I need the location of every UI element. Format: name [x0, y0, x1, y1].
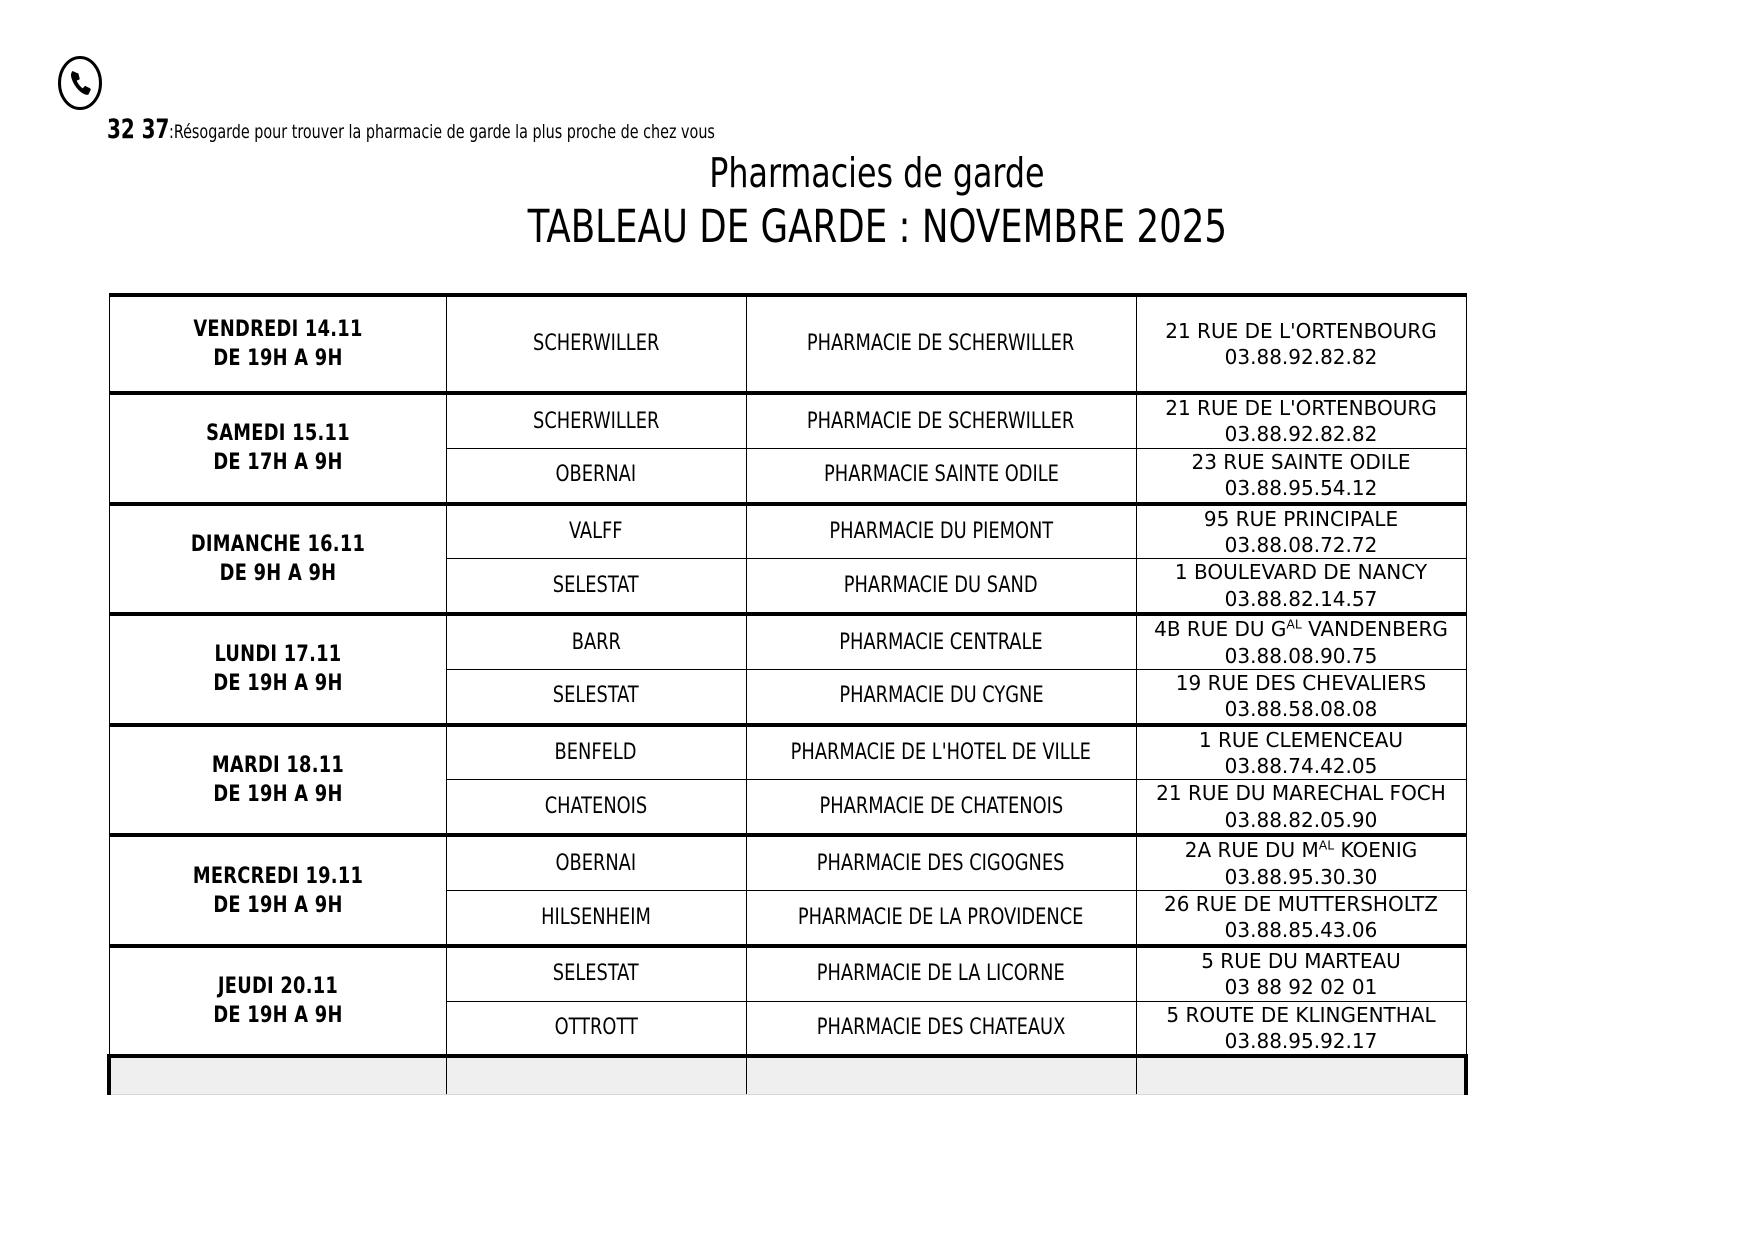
hotline-number: 32 37 [107, 114, 170, 145]
pharmacy-name-cell: PHARMACIE CENTRALE [746, 614, 1136, 669]
address-phone: 03.88.95.54.12 [1224, 476, 1378, 501]
pharmacy-name-cell: PHARMACIE DE LA LICORNE [746, 946, 1136, 1001]
pharmacy-name-cell: PHARMACIE DU PIEMONT [746, 504, 1136, 559]
day-hours: DE 19H A 9H [212, 781, 343, 807]
town-cell: SCHERWILLER [446, 295, 746, 393]
address-street: 23 RUE SAINTE ODILE [1191, 449, 1411, 474]
address-phone: 03 88 92 02 01 [1224, 975, 1378, 1000]
day-hours: DE 19H A 9H [212, 892, 343, 918]
address-phone: 03.88.95.30.30 [1224, 864, 1378, 889]
day-cell [109, 295, 446, 393]
day-date: SAMEDI 15.11 [205, 421, 350, 447]
day-date: DIMANCHE 16.11 [190, 531, 365, 557]
day-cell [109, 614, 446, 725]
table-row [109, 295, 1466, 393]
day-cell [109, 504, 446, 615]
pharmacy-name-cell: PHARMACIE DE SCHERWILLER [746, 295, 1136, 393]
pharmacy-name-cell: PHARMACIE DE LA PROVIDENCE [746, 891, 1136, 946]
address-street: 1 RUE CLEMENCEAU [1198, 727, 1404, 752]
table-row [109, 835, 1466, 890]
pharmacy-name-cell: PHARMACIE DE L'HOTEL DE VILLE [746, 725, 1136, 780]
town-cell: VALFF [446, 504, 746, 559]
title-subtitle: Pharmacies de garde [709, 149, 1045, 197]
day-group [109, 725, 1466, 836]
day-cell [109, 393, 446, 504]
address-street: 95 RUE PRINCIPALE [1203, 506, 1399, 531]
address-phone: 03.88.74.42.05 [1224, 754, 1378, 779]
address-phone: 03.88.08.90.75 [1224, 643, 1378, 668]
pharmacy-name-cell: PHARMACIE DES CHATEAUX [746, 1001, 1136, 1056]
town-cell: SELESTAT [446, 669, 746, 724]
day-hours: DE 17H A 9H [212, 450, 343, 476]
day-hours: DE 19H A 9H [212, 346, 343, 371]
address-phone: 03.88.92.82.82 [1224, 422, 1378, 447]
address-street: 4B RUE DU $G^{AL}$ VANDENBERG [1154, 616, 1448, 642]
day-group [109, 393, 1466, 504]
address-cell [1136, 725, 1466, 780]
day-group [109, 504, 1466, 615]
address-street: 26 RUE DE MUTTERSHOLTZ [1163, 892, 1439, 917]
table-row [109, 725, 1466, 780]
address-street: 1 BOULEVARD DE NANCY [1174, 560, 1428, 585]
town-cell: OTTROTT [446, 1001, 746, 1056]
address-phone: 03.88.95.92.17 [1224, 1028, 1378, 1053]
address-street: 19 RUE DES CHEVALIERS [1175, 670, 1427, 695]
address-cell [1136, 295, 1466, 393]
address-cell [1136, 559, 1466, 614]
town-cell: CHATENOIS [446, 780, 746, 835]
town-cell: BARR [446, 614, 746, 669]
day-date: MERCREDI 19.11 [192, 863, 363, 889]
address-street: 21 RUE DE L'ORTENBOURG [1165, 396, 1437, 420]
pharmacy-name-cell: PHARMACIE DES CIGOGNES [746, 835, 1136, 890]
day-hours: DE 19H A 9H [212, 671, 343, 697]
address-cell [1136, 448, 1466, 503]
pharmacy-name-cell: PHARMACIE DE SCHERWILLER [746, 393, 1136, 448]
address-cell [1136, 891, 1466, 946]
day-group [109, 835, 1466, 946]
address-phone: 03.88.85.43.06 [1224, 918, 1378, 943]
table-row [109, 504, 1466, 559]
address-cell [1136, 504, 1466, 559]
hotline-info [107, 116, 819, 143]
address-cell [1136, 669, 1466, 724]
day-cell [109, 946, 446, 1057]
empty-cell [746, 1056, 1136, 1095]
table-row [109, 614, 1466, 669]
day-group [109, 295, 1466, 393]
pharmacy-name-cell: PHARMACIE DE CHATENOIS [746, 780, 1136, 835]
table-row [109, 393, 1466, 448]
day-date: LUNDI 17.11 [214, 642, 341, 668]
address-cell [1136, 1001, 1466, 1056]
address-phone: 03.88.08.72.72 [1224, 532, 1378, 557]
day-hours: DE 9H A 9H [219, 560, 336, 586]
town-cell: OBERNAI [446, 448, 746, 503]
address-cell [1136, 614, 1466, 669]
town-cell: BENFELD [446, 725, 746, 780]
day-cell [109, 725, 446, 836]
address-street: 21 RUE DE L'ORTENBOURG [1165, 318, 1437, 343]
day-cell [109, 835, 446, 946]
address-street: 5 RUE DU MARTEAU [1201, 948, 1401, 973]
town-cell: SELESTAT [446, 559, 746, 614]
town-cell: SCHERWILLER [446, 393, 746, 448]
day-date: JEUDI 20.11 [217, 974, 338, 1000]
address-phone: 03.88.92.82.82 [1224, 345, 1378, 369]
hotline-description: :Résogarde pour trouver la pharmacie de garde la plus proche de chez vous [169, 121, 715, 143]
phone-handset-icon [57, 55, 103, 111]
empty-cell [446, 1056, 746, 1095]
page-title [0, 149, 1754, 254]
pharmacy-duty-table [107, 293, 1468, 1095]
address-phone: 03.88.82.14.57 [1224, 586, 1378, 611]
town-cell: HILSENHEIM [446, 891, 746, 946]
day-hours: DE 19H A 9H [212, 1003, 343, 1029]
pharmacy-name-cell: PHARMACIE DU CYGNE [746, 669, 1136, 724]
pharmacy-name-cell: PHARMACIE SAINTE ODILE [746, 448, 1136, 503]
address-street: 2A RUE DU $M^{AL}$ KOENIG [1184, 837, 1418, 863]
town-cell: OBERNAI [446, 835, 746, 890]
address-street: 5 ROUTE DE KLINGENTHAL [1166, 1002, 1436, 1027]
address-street: 21 RUE DU MARECHAL FOCH [1156, 781, 1446, 806]
address-cell [1136, 946, 1466, 1001]
day-date: MARDI 18.11 [211, 752, 344, 778]
address-phone: 03.88.58.08.08 [1224, 697, 1378, 722]
empty-cell [109, 1056, 446, 1095]
day-group [109, 946, 1466, 1057]
town-cell: SELESTAT [446, 946, 746, 1001]
table-row [109, 946, 1466, 1001]
day-group [109, 614, 1466, 725]
address-cell [1136, 780, 1466, 835]
address-phone: 03.88.82.05.90 [1224, 807, 1378, 832]
empty-cell [1136, 1056, 1466, 1095]
address-cell [1136, 835, 1466, 890]
day-date: VENDREDI 14.11 [192, 316, 363, 342]
address-cell [1136, 393, 1466, 448]
empty-trailing-row [109, 1056, 1466, 1095]
title-main: TABLEAU DE GARDE : NOVEMBRE 2025 [527, 200, 1227, 254]
pharmacy-name-cell: PHARMACIE DU SAND [746, 559, 1136, 614]
